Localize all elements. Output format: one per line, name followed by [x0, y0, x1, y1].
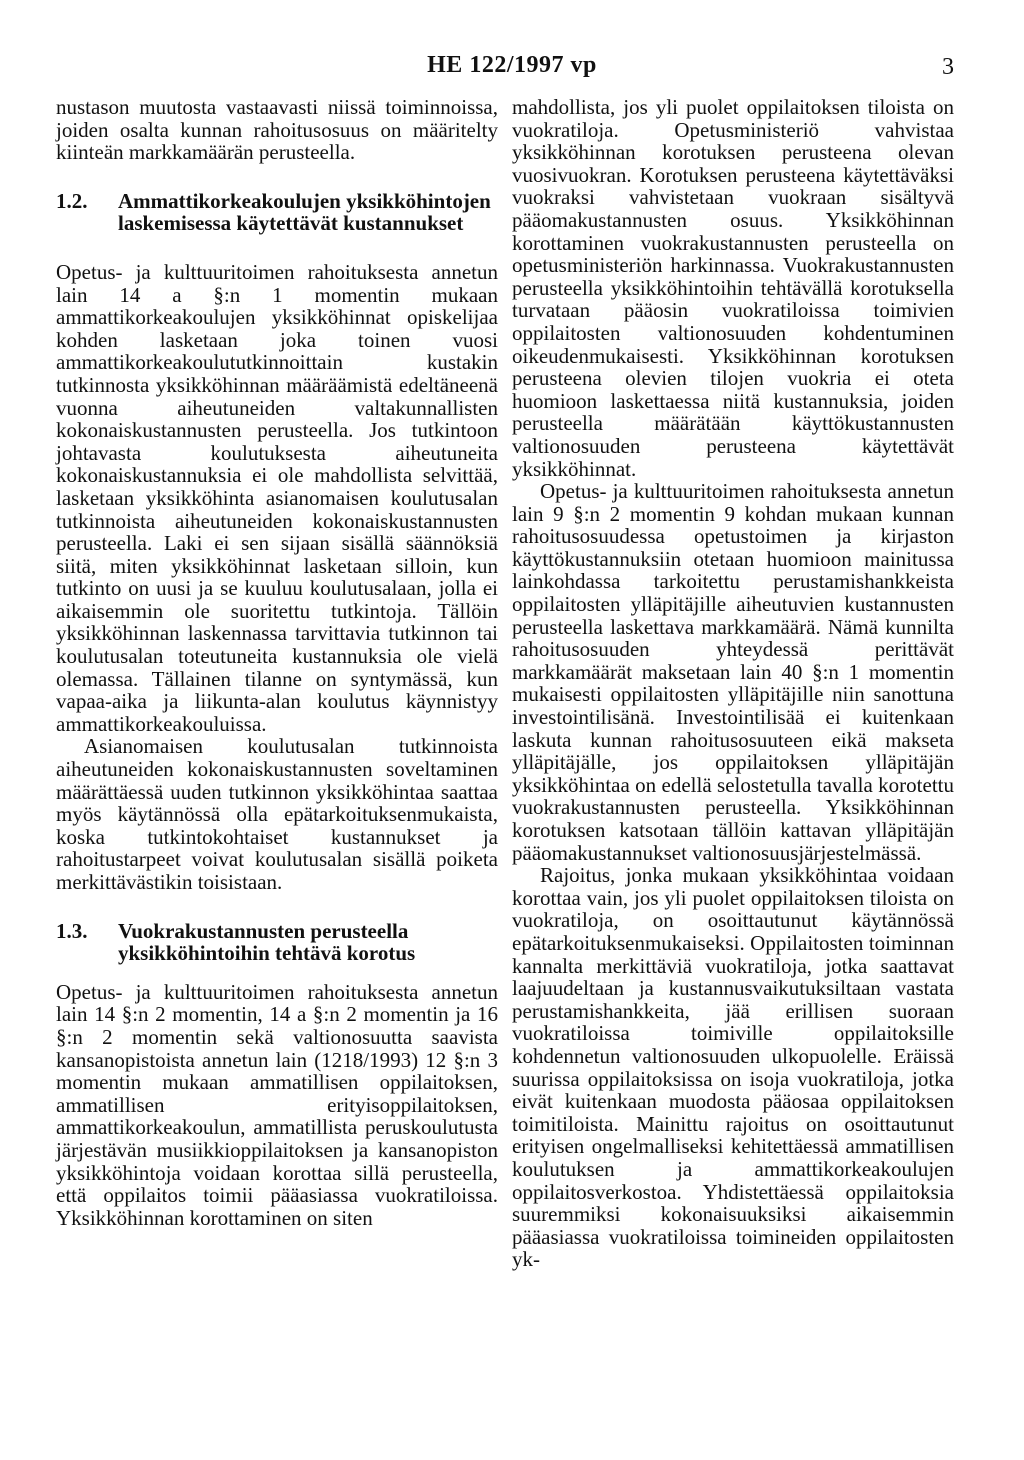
section-heading-1-3 — [56, 920, 498, 965]
paragraph: Rajoitus, jonka mukaan yksikköhintaa voidaan korottaa vain, jos yli puolet oppilaitoksen tiloista on vuokratiloja, on osoittautunut käytännössä epätarkoituksenmukaiseksi. Oppilaitosten toiminnan kannalta merkittäviä vuokratiloja, jotka saattavat laajuudeltaan ja kustannusvaikutuksiltaan vastata perustamishankkeita, jää erillisen suoraan vuokratiloissa toimiville oppilaitoksille kohdennetun valtionosuuden ulkopuolelle. Eräissä suurissa oppilaitoksissa on isoja vuokratiloja, jotka eivät kuitenkaan muodosta pääosaa oppilaitoksen toimitiloista. Mainittu rajoitus on osoittautunut erityisen ongelmalliseksi kehitettäessä ammatillisen koulutuksen ja ammattikorkeakoulujen oppilaitosverkostoa. Yhdistettäessä oppilaitoksia suuremmiksi kokonaisuuksiksi aikaisemmin pääasiassa vuokratiloissa toimineiden oppilaitosten yk- — [512, 863, 954, 1272]
paragraph: nustason muutosta vastaavasti niissä toiminnoissa, joiden osalta kunnan rahoitusosuus on määritelty kiinteän markkamäärän perusteella. — [56, 95, 498, 165]
paragraph: Opetus- ja kulttuuritoimen rahoituksesta annetun lain 14 a §:n 1 momentin mukaan ammattikorkeakoulujen yksikköhinnat opiskelijaa kohden lasketaan joka toinen vuosi ammattikorkeakoulututkinnoittain kustakin tutkinnosta yksikköhinnan määräämistä edeltäneenä vuonna aiheutuneiden valtakunnallisten kokonaiskustannusten perusteella. Jos tutkintoon johtavasta koulutuksesta aiheutuneita kokonaiskustannuksia ei ole mahdollista selvittää, lasketaan yksikköhinta asianomaisen koulutusalan tutkinnoista aiheutuneiden kokonaiskustannusten perusteella. Laki ei sen sijaan sisällä säännöksiä siitä, miten yksikköhinnat lasketaan silloin, kun tutkinto on uusi ja se kuuluu koulutusalaan, jolla ei aikaisemmin ole suoritettu tutkintoja. Tällöin yksikköhinnan laskennassa tarvittavia tutkinnon tai koulutusalan toteutuneita kustannuksia ole vielä olemassa. Tällainen tilanne on syntymässä, kun vapaa-aika ja liikunta-alan koulutus käynnistyy ammattikorkeakouluissa. — [56, 259, 498, 736]
document-code: HE 122/1997 vp — [427, 52, 597, 78]
left-column — [56, 96, 498, 1229]
section-title: Ammattikorkeakoulujen yksikköhintojen laskemisessa käytettävät kustannukset — [118, 188, 491, 236]
page-header — [0, 48, 1024, 88]
page-number: 3 — [942, 54, 954, 80]
paragraph: Opetus- ja kulttuuritoimen rahoituksesta annetun lain 9 §:n 2 momentin 9 kohdan mukaan kunnan rahoitusosuudessa opetustoimen ja kirjaston käyttökustannuksiin otetaan huomioon mainitussa lainkohdassa tarkoitettu perustamishankkeista oppilaitosten ylläpitäjille aiheutuvien kustannusten perusteella laskettava markkamäärä. Nämä kunnilta rahoitusosuuden yhteydessä perittävät markkamäärät maksetaan lain 40 §:n 1 momentin mukaisesti oppilaitosten ylläpitäjille niin sanottuna investointilisänä. Investointilisää ei kuitenkaan laskuta kunnan rahoitusosuuteen eikä makseta ylläpitäjälle, jos oppilaitoksen ylläpitäjän yksikköhintaa on edellä selostetulla tavalla korotettu vuokrakustannusten perusteella. Yksikköhinnan korotuksen katsotaan tällöin kattavan ylläpitäjän pääomakustannukset valtionosuusjärjestelmässä. — [512, 479, 954, 865]
section-number: 1.3. — [56, 918, 88, 943]
paragraph: mahdollista, jos yli puolet oppilaitoksen tiloista on vuokratiloja. Opetusministeriö vahvistaa yksikköhinnan korotuksen perusteena olevan vuosivuokran. Korotuksen perusteena käytettäväksi vuokraksi vahvistetaan vuokraan sisältyvä pääomakustannusten osuus. Yksikköhinnan korottaminen vuokrakustannusten perusteella on opetusministeriön harkinnassa. Vuokrakustannusten perusteella yksikköhintoihin tehtävällä korotuksella turvataan pääosin vuokratiloissa toimivien oppilaitosten valtionosuuden kohdentuminen oikeudenmukaisesti. Yksikköhinnan korotuksen perusteena olevien tilojen vuokria ei oteta huomioon laskettaessa niitä kustannuksia, joiden perusteella määrätään käyttökustannusten valtionosuuden perusteena käytettävät yksikköhinnat. — [512, 95, 954, 481]
right-column — [512, 96, 954, 1271]
section-number: 1.2. — [56, 188, 88, 213]
section-heading-1-2 — [56, 190, 498, 235]
paragraph: Opetus- ja kulttuuritoimen rahoituksesta annetun lain 14 §:n 2 momentin, 14 a §:n 2 momentin ja 16 §:n 2 momentin sekä valtionosuutta saavista kansanopistoista annetun lain (1218/1993) 12 §:n 3 momentin mukaan ammatillisen oppilaitoksen, ammatillisen erityisoppilaitoksen, ammattikorkeakoulun, ammatillista peruskoulutusta järjestävän musiikkioppilaitoksen ja kansanopiston yksikköhintoja voidaan korottaa sillä perusteella, että oppilaitos toimii pääasiassa vuokratiloissa. Yksikköhinnan korottaminen on siten — [56, 979, 498, 1230]
section-title: Vuokrakustannusten perusteella yksikköhintoihin tehtävä korotus — [118, 918, 416, 966]
paragraph: Asianomaisen koulutusalan tutkinnoista aiheutuneiden kokonaiskustannusten soveltaminen määrättäessä uuden tutkinnon yksikköhintaa saattaa myös käytännössä olla epätarkoituksenmukaista, koska tutkintokohtaiset kustannukset ja rahoitustarpeet voivat koulutusalan sisällä poiketa merkittävästikin toisistaan. — [56, 734, 498, 894]
